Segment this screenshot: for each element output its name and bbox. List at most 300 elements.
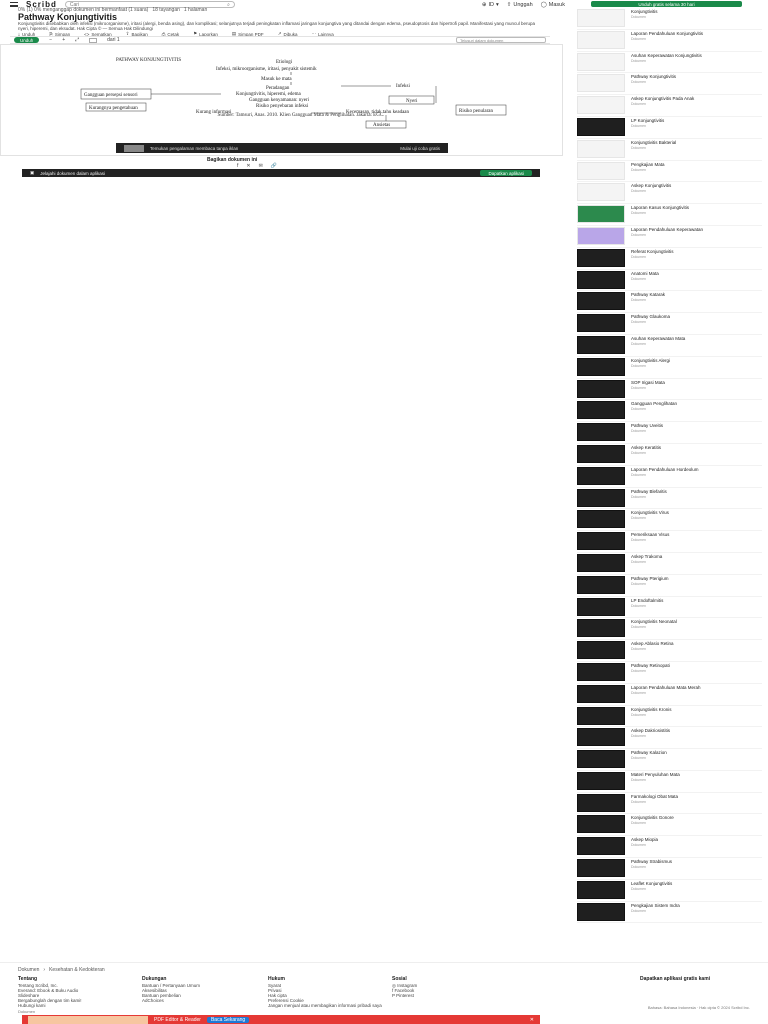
related-document-title: Pathway Kalazion xyxy=(631,750,667,756)
related-document-meta: Dokumen xyxy=(631,80,646,85)
document-thumbnail xyxy=(577,96,625,114)
app-icon: ▣ xyxy=(30,170,35,175)
related-document-meta: Dokumen xyxy=(631,232,646,237)
document-thumbnail xyxy=(577,423,625,441)
related-document-title: Laporan Kasus Konjungtivitis xyxy=(631,205,690,211)
document-search-input[interactable] xyxy=(456,37,546,43)
document-thumbnail xyxy=(577,380,625,398)
related-document-title: Leaflet Konjungtivitis xyxy=(631,880,673,886)
related-document-title: Asuhan Keperawatan Konjungtivitis xyxy=(631,52,702,58)
node-center2: Konjungtivitis, hiperemi, edema xyxy=(236,92,301,97)
related-document-item[interactable] xyxy=(577,466,762,488)
document-thumbnail xyxy=(577,162,625,180)
diagram-caption: Sumber: Tamsuri, Anas. 2010. Klien Gangguan Mata & Penglihatan. Jakarta: EGC. xyxy=(217,113,385,118)
node-top: Etiologi xyxy=(276,60,293,65)
footer-link[interactable]: Everand: Ebook & Buku Audio xyxy=(18,988,79,993)
related-document-item[interactable] xyxy=(577,553,762,575)
pathway-diagram xyxy=(71,53,541,153)
related-document-item[interactable] xyxy=(577,488,762,510)
related-document-title: Askep Miopia xyxy=(631,837,659,843)
related-document-item[interactable] xyxy=(577,509,762,531)
zoom-out-icon[interactable]: − xyxy=(49,37,53,43)
footer-right: Bahasa: Bahasa Indonesia · Hak cipta © 2024 Scribd Inc. xyxy=(647,1005,750,1010)
related-document-text xyxy=(631,532,762,551)
related-document-item[interactable] xyxy=(577,379,762,401)
node-left1: Gangguan persepsi sensori xyxy=(84,93,138,98)
node-right1: Infeksi xyxy=(396,84,410,89)
document-thumbnail xyxy=(577,641,625,659)
document-thumbnail xyxy=(577,118,625,136)
related-document-title: Pathway Katarak xyxy=(631,292,666,298)
related-document-item[interactable] xyxy=(577,226,762,248)
related-document-meta: Dokumen xyxy=(631,298,646,303)
search-icon[interactable]: ⌕ xyxy=(227,1,230,8)
related-document-text xyxy=(631,31,762,50)
related-document-title: Laporan Pendahuluan Keperawatan xyxy=(631,226,704,232)
related-document-item[interactable] xyxy=(577,902,762,924)
related-document-text xyxy=(631,859,762,878)
related-document-text xyxy=(631,96,762,115)
related-document-title: Pathway Blefaritis xyxy=(631,488,667,494)
related-document-item[interactable] xyxy=(577,836,762,858)
document-thumbnail xyxy=(577,619,625,637)
related-document-meta: Dokumen xyxy=(631,559,646,564)
action-label: Bagikan xyxy=(131,31,148,37)
related-document-text xyxy=(631,663,762,682)
related-document-item[interactable] xyxy=(577,335,762,357)
related-document-text xyxy=(631,205,762,224)
document-thumbnail xyxy=(577,358,625,376)
app-banner xyxy=(22,169,540,177)
document-thumbnail xyxy=(577,74,625,92)
related-document-item[interactable] xyxy=(577,291,762,313)
related-document-text xyxy=(631,554,762,573)
related-document-text xyxy=(631,445,762,464)
pinterest-icon: P xyxy=(392,993,397,998)
footer-link[interactable]: Bergabunglah dengan tim kami! xyxy=(18,998,82,1003)
chevron-down-icon: ▾ xyxy=(495,1,499,8)
logo[interactable]: Scribd xyxy=(26,0,57,9)
get-app-button[interactable]: Dapatkan aplikasi xyxy=(480,170,532,176)
menu-icon[interactable] xyxy=(10,2,18,7)
related-document-item[interactable] xyxy=(577,357,762,379)
related-document-title: Pengkajian Sistem Indra xyxy=(631,902,680,908)
document-thumbnail xyxy=(577,271,625,289)
related-document-meta: Dokumen xyxy=(631,516,646,521)
related-document-item[interactable] xyxy=(577,662,762,684)
more-icon: ⋯ xyxy=(311,31,316,36)
related-document-title: Konjungtivitis xyxy=(631,9,658,14)
footer-col-support xyxy=(142,977,200,1003)
related-document-text xyxy=(631,728,762,747)
footer-link[interactable]: Hubungi kami xyxy=(18,1003,46,1008)
related-document-title: Konjungtivitis Neonatal xyxy=(631,619,677,625)
related-document-text xyxy=(631,815,762,834)
related-document-text xyxy=(631,227,762,246)
related-document-item[interactable] xyxy=(577,270,762,292)
ad-text: Temukan pengalaman membaca tanpa iklan xyxy=(150,145,239,151)
related-document-meta: Dokumen xyxy=(631,254,646,259)
footer-link[interactable]: Tentang Scribd, Inc. xyxy=(18,983,58,988)
related-document-title: Konjungtivitis Bakterial xyxy=(631,139,677,145)
related-document-meta: Dokumen xyxy=(631,821,646,826)
document-thumbnail xyxy=(577,728,625,746)
doc-rating: 0% (1) 0% menganggap dokumen ini bermanfaat (1 suara) xyxy=(18,7,149,13)
document-thumbnail xyxy=(577,401,625,419)
document-thumbnail xyxy=(577,772,625,790)
related-document-meta: Dokumen xyxy=(631,15,646,19)
chevron-right-icon: › xyxy=(43,967,46,973)
document-thumbnail xyxy=(577,489,625,507)
footer-link[interactable]: Bantuan / Pertanyaan Umum xyxy=(142,983,201,988)
related-document-meta: Dokumen xyxy=(631,450,646,455)
ad-banner[interactable] xyxy=(116,143,448,153)
related-document-text xyxy=(631,598,762,617)
related-document-title: Laporan Pendahuluan Hordeolum xyxy=(631,466,699,472)
footer-bc-item[interactable]: Kesehatan & Kedokteran xyxy=(49,967,105,973)
ad-image xyxy=(124,145,144,152)
document-thumbnail xyxy=(577,903,625,921)
related-document-meta: Dokumen xyxy=(631,145,646,150)
related-document-title: Askep Konjungtivitis Pada Anak xyxy=(631,96,695,102)
related-document-meta: Dokumen xyxy=(631,429,646,434)
flag-icon: ⚑ xyxy=(193,31,198,36)
related-document-title: Pathway Retinopati xyxy=(631,662,670,668)
related-document-text xyxy=(631,423,762,442)
document-thumbnail xyxy=(577,336,625,354)
app-banner-text: Jelajahi dokumen dalam aplikasi xyxy=(40,170,106,176)
login-button[interactable] xyxy=(541,2,565,8)
related-document-text xyxy=(631,118,762,137)
related-document-title: Materi Penyuluhan Mata xyxy=(631,771,680,777)
footer-link[interactable]: Aksesibilitas xyxy=(142,988,167,993)
related-document-text xyxy=(631,162,762,181)
related-document-text xyxy=(631,510,762,529)
action-label: Dibuka xyxy=(283,31,298,37)
download-label: Unduh xyxy=(20,37,34,43)
document-thumbnail xyxy=(577,685,625,703)
document-thumbnail xyxy=(577,707,625,725)
related-document-meta: Dokumen xyxy=(631,494,646,499)
node-right2: Nyeri xyxy=(406,99,418,104)
footer-breadcrumb xyxy=(18,967,105,973)
facebook-icon: f xyxy=(392,988,395,993)
related-document-item[interactable] xyxy=(577,204,762,226)
related-document-item[interactable] xyxy=(577,400,762,422)
upload-button[interactable] xyxy=(507,2,533,8)
related-document-item[interactable] xyxy=(577,139,762,161)
related-document-meta: Dokumen xyxy=(631,472,646,477)
close-icon[interactable]: ✕ xyxy=(529,1016,534,1023)
related-document-text xyxy=(631,794,762,813)
related-document-title: Konjungtivitis Gonore xyxy=(631,815,674,821)
related-document-meta: Dokumen xyxy=(631,865,646,870)
related-document-text xyxy=(631,53,762,72)
code-icon: <> xyxy=(84,31,90,37)
related-document-title: SOP Irigasi Mata xyxy=(631,379,665,385)
related-documents-sidebar xyxy=(577,0,762,960)
related-document-text xyxy=(631,750,762,769)
related-document-meta: Dokumen xyxy=(631,777,646,782)
related-document-text xyxy=(631,9,762,28)
related-document-title: LP Konjungtivitis xyxy=(631,117,665,123)
related-document-meta: Dokumen xyxy=(631,167,646,172)
related-document-item[interactable] xyxy=(577,73,762,95)
node-top2: Infeksi, mikroorganisme, iritasi, penyakit sistemik xyxy=(216,67,317,72)
document-search-placeholder: Telusuri dalam dokumen xyxy=(460,37,504,43)
related-document-title: Pengkajian Mata xyxy=(631,161,665,167)
globe-icon: ⊕ xyxy=(481,1,487,8)
related-document-title: Askep Trakoma xyxy=(631,553,663,559)
document-thumbnail xyxy=(577,815,625,833)
related-document-text xyxy=(631,292,762,311)
related-document-title: Konjungtivitis Kronis xyxy=(631,706,672,712)
facebook-icon[interactable]: f xyxy=(237,163,239,169)
related-document-title: Pathway Konjungtivitis xyxy=(631,74,677,80)
ad-image xyxy=(28,1016,148,1024)
node-bottom-center: Ansietas xyxy=(373,123,391,128)
related-document-item[interactable] xyxy=(577,597,762,619)
related-document-meta: Dokumen xyxy=(631,799,646,804)
document-thumbnail xyxy=(577,205,625,223)
related-document-meta: Dokumen xyxy=(631,123,646,128)
related-document-text xyxy=(631,707,762,726)
node-mid1: Masuk ke mata xyxy=(261,77,292,82)
related-document-title: Anatomi Mata xyxy=(631,270,659,276)
related-document-title: Asuhan Keperawatan Mata xyxy=(631,335,686,341)
document-thumbnail xyxy=(577,554,625,572)
related-document-item[interactable] xyxy=(577,749,762,771)
document-thumbnail xyxy=(577,576,625,594)
related-document-item[interactable] xyxy=(577,531,762,553)
node-left2: Kurangnya pengetahuan xyxy=(89,106,138,111)
related-document-item[interactable] xyxy=(577,575,762,597)
document-thumbnail xyxy=(577,183,625,201)
related-document-title: Farmakologi Obat Mata xyxy=(631,793,679,799)
document-thumbnail xyxy=(577,663,625,681)
footer-link[interactable]: Slideshare xyxy=(18,993,40,998)
related-document-title: Askep Konjungtivitis xyxy=(631,183,672,189)
node-center3: Gangguan kenyamanan: nyeri xyxy=(249,98,309,103)
document-thumbnail xyxy=(577,53,625,71)
footer-col-title: Sosial xyxy=(392,976,407,982)
document-thumbnail xyxy=(577,31,625,49)
footer-link[interactable]: Jangan menjual atau membagikan informasi pribadi saya xyxy=(268,1003,382,1008)
related-document-text xyxy=(631,314,762,333)
related-document-item[interactable] xyxy=(577,117,762,139)
related-document-title: Konjungtivitis Virus xyxy=(631,510,669,516)
related-document-meta: Dokumen xyxy=(631,385,646,390)
footer-link[interactable] xyxy=(392,993,417,998)
related-document-title: Askep Dakriosistitis xyxy=(631,728,671,734)
related-document-meta: Dokumen xyxy=(631,538,646,543)
node-bottom-left: Kurang informasi xyxy=(196,110,232,115)
related-document-title: Askep Ablasio Retina xyxy=(631,641,674,647)
page-count: dari 1 xyxy=(107,37,120,43)
related-document-text xyxy=(631,772,762,791)
document-thumbnail xyxy=(577,510,625,528)
document-thumbnail xyxy=(577,140,625,158)
footer-col-title: Dapatkan aplikasi gratis kami xyxy=(640,976,711,982)
related-document-meta: Dokumen xyxy=(631,647,646,652)
fullscreen-icon[interactable]: ⤢ xyxy=(75,37,80,43)
footer-col-title: Tentang xyxy=(18,976,38,982)
zoom-in-icon[interactable]: + xyxy=(62,37,66,43)
related-document-item[interactable] xyxy=(577,618,762,640)
document-viewer xyxy=(0,44,563,156)
related-document-item[interactable] xyxy=(577,793,762,815)
action-label: Lainnya xyxy=(317,31,334,37)
diagram-heading: PATHWAY KONJUNGTIVITIS xyxy=(116,58,182,63)
footer-col-title: Dukungan xyxy=(142,976,167,982)
footer-link[interactable]: AdChoices xyxy=(142,998,164,1003)
footer-link-label: Facebook xyxy=(394,988,415,993)
related-document-meta: Dokumen xyxy=(631,712,646,717)
footer-link[interactable]: Preferensi Cookie xyxy=(268,998,304,1003)
action-label: Simpan PDF xyxy=(238,31,264,37)
related-document-item[interactable] xyxy=(577,880,762,902)
print-icon: ⎙ xyxy=(161,31,166,37)
user-icon: ◯ xyxy=(540,1,547,8)
action-label: Laporkan xyxy=(199,31,218,37)
related-document-text xyxy=(631,903,762,922)
related-document-title: Konjungtivitis Alergi xyxy=(631,357,671,363)
related-document-meta: Dokumen xyxy=(631,668,646,673)
document-thumbnail xyxy=(577,881,625,899)
related-document-meta: Dokumen xyxy=(631,886,646,891)
related-document-meta: Dokumen xyxy=(631,211,646,216)
related-document-text xyxy=(631,271,762,290)
free-trial-button[interactable]: Unduh gratis selama 30 hari xyxy=(591,1,742,7)
related-document-text xyxy=(631,74,762,93)
footer-link[interactable]: Hak cipta xyxy=(268,993,287,998)
related-document-title: LP Endoftalmitis xyxy=(631,597,664,603)
bookmark-icon: ⎘ xyxy=(49,31,53,37)
related-document-item[interactable] xyxy=(577,248,762,270)
document-thumbnail xyxy=(577,532,625,550)
related-document-title: Gangguan Penglihatan xyxy=(631,401,678,407)
pdf-icon: ▤ xyxy=(231,31,237,36)
search-placeholder: Cari xyxy=(69,1,80,8)
related-document-text xyxy=(631,467,762,486)
bottom-ad-cta[interactable]: Baca Sekarang xyxy=(207,1017,249,1023)
related-document-meta: Dokumen xyxy=(631,189,646,194)
related-document-meta: Dokumen xyxy=(631,36,646,41)
language-button[interactable] xyxy=(482,2,499,8)
related-document-item[interactable] xyxy=(577,52,762,74)
email-icon[interactable]: ✉ xyxy=(258,163,263,169)
bottom-ad-banner[interactable] xyxy=(22,1015,540,1024)
related-document-meta: Dokumen xyxy=(631,756,646,761)
related-document-text xyxy=(631,336,762,355)
download-icon: ⤓ xyxy=(18,31,20,37)
footer-col-social xyxy=(392,977,417,998)
document-thumbnail xyxy=(577,467,625,485)
action-label: Cetak xyxy=(167,31,180,37)
related-document-text xyxy=(631,489,762,508)
related-document-text xyxy=(631,576,762,595)
related-document-title: Pathway Strabismus xyxy=(631,859,673,865)
link-icon[interactable]: 🔗 xyxy=(270,163,278,169)
document-thumbnail xyxy=(577,794,625,812)
related-document-meta: Dokumen xyxy=(631,341,646,346)
related-document-meta: Dokumen xyxy=(631,276,646,281)
related-document-item[interactable] xyxy=(577,444,762,466)
related-document-item[interactable] xyxy=(577,182,762,204)
footer-link[interactable]: Privasi xyxy=(268,988,282,993)
open-icon: ↗ xyxy=(277,31,282,36)
footer-col-app xyxy=(640,977,750,983)
related-document-title: Laporan Pendahuluan Mata Merah xyxy=(631,684,701,690)
related-document-item[interactable] xyxy=(577,684,762,706)
related-document-text xyxy=(631,685,762,704)
related-document-meta: Dokumen xyxy=(631,581,646,586)
node-center1: Peradangan xyxy=(266,86,290,91)
related-document-meta: Dokumen xyxy=(631,734,646,739)
language-label: ID xyxy=(488,1,494,8)
action-label: Unduh xyxy=(22,31,36,37)
related-document-meta: Dokumen xyxy=(631,908,646,913)
node-right3: Risiko penularan xyxy=(459,109,494,114)
related-document-item[interactable] xyxy=(577,8,762,30)
share-icon: ⇪ xyxy=(125,31,130,36)
related-document-item[interactable] xyxy=(577,706,762,728)
related-document-title: Askep Keratitis xyxy=(631,444,662,450)
ad-cta[interactable]: Mulai uji coba gratis xyxy=(400,145,440,151)
action-label: Simpan xyxy=(54,31,71,37)
footer-link[interactable]: Bantuan pembelian xyxy=(142,993,181,998)
document-thumbnail xyxy=(577,750,625,768)
related-document-item[interactable] xyxy=(577,727,762,749)
bottom-ad-text: PDF Editor & Reader xyxy=(154,1016,201,1023)
related-document-item[interactable] xyxy=(577,422,762,444)
document-thumbnail xyxy=(577,859,625,877)
upload-icon: ⇧ xyxy=(506,1,512,8)
related-document-meta: Dokumen xyxy=(631,407,646,412)
related-document-title: Pathway Pterigium xyxy=(631,575,669,581)
node-center4: Risiko penyebaran infeksi xyxy=(256,104,309,109)
related-document-item[interactable] xyxy=(577,640,762,662)
related-document-item[interactable] xyxy=(577,858,762,880)
related-document-item[interactable] xyxy=(577,95,762,117)
related-document-title: Laporan Pendahuluan Konjungtivitis xyxy=(631,30,704,36)
related-document-item[interactable] xyxy=(577,161,762,183)
document-thumbnail xyxy=(577,9,625,27)
footer-bc-item[interactable]: Dokumen xyxy=(18,967,40,973)
related-document-text xyxy=(631,619,762,638)
related-document-item[interactable] xyxy=(577,771,762,793)
related-document-meta: Dokumen xyxy=(631,690,646,695)
related-document-meta: Dokumen xyxy=(631,603,646,608)
node-bottom-mid: Kecemasan, tidak tahu keadaan xyxy=(346,110,410,115)
related-document-text xyxy=(631,183,762,202)
viewer-download-button[interactable] xyxy=(14,37,39,43)
footer-bottom: Dokumen xyxy=(18,1009,36,1014)
related-document-title: Pathway Glaukoma xyxy=(631,314,671,320)
related-document-meta: Dokumen xyxy=(631,843,646,848)
related-document-item[interactable] xyxy=(577,814,762,836)
related-document-item[interactable] xyxy=(577,313,762,335)
related-document-item[interactable] xyxy=(577,30,762,52)
related-document-text xyxy=(631,881,762,900)
related-document-meta: Dokumen xyxy=(631,58,646,63)
instagram-icon: ◎ xyxy=(392,983,398,988)
document-thumbnail xyxy=(577,227,625,245)
document-thumbnail xyxy=(577,249,625,267)
footer-link[interactable]: Syarat xyxy=(268,983,282,988)
page-number-input[interactable] xyxy=(89,38,97,43)
twitter-icon[interactable]: ✕ xyxy=(246,163,251,169)
